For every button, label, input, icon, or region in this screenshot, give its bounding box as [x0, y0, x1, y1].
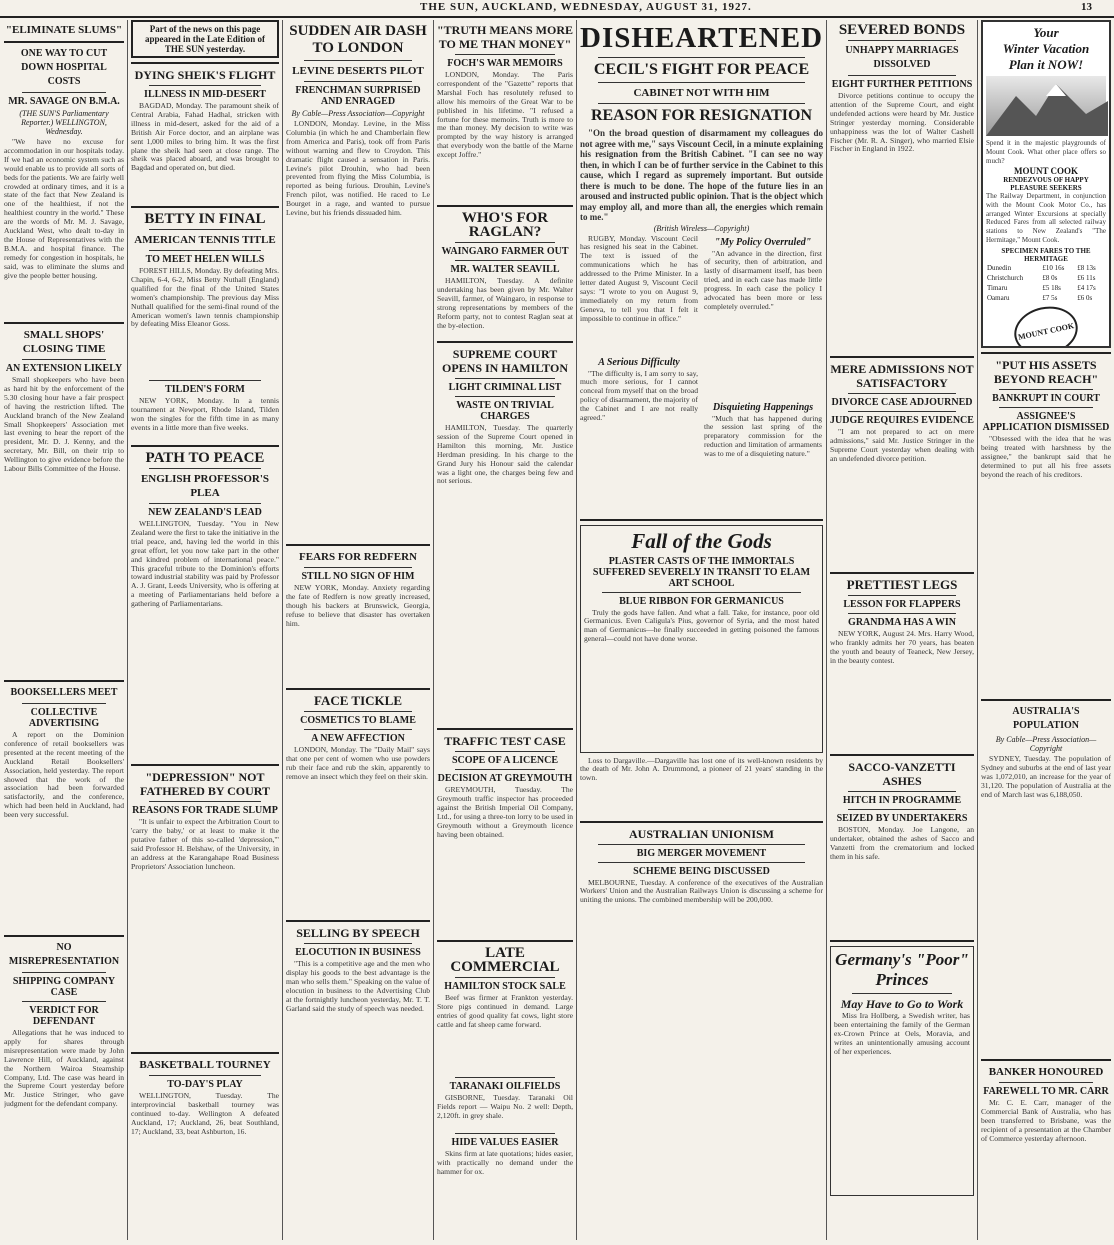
column-3: [286, 20, 430, 1240]
divider: [598, 82, 805, 83]
subhead-overruled: "My Policy Overruled": [714, 236, 812, 248]
headline-depression: "DEPRESSION" NOT FATHERED BY COURT: [139, 770, 271, 798]
article-assets: "Obsessed with the idea that he was being treated with harshness by the assignee," the bankrupt said that he determined to put all his free assets beyond the reach of his creditors.: [981, 435, 1111, 479]
divider: [4, 680, 124, 682]
mount-cook-advert: [981, 20, 1111, 348]
subhead-fall-1: PLASTER CASTS OF THE IMMORTALS SUFFERED SEVERELY IN TRANSIT TO ELAM ART SCHOOL: [592, 555, 811, 589]
column-5: [580, 20, 823, 1240]
article-population: SYDNEY, Tuesday. The population of Sydney and suburbs at the end of last year was 1,072,010, an increase for the year of 31,120. The population of Australia at the end of March last was 6,188,050.: [981, 755, 1111, 799]
article-legs: NEW YORK, August 24. Mrs. Harry Wood, who frankly admits her 70 years, has beaten the youth and beauty of Teaneck, New Jersey, in the beauty contest.: [830, 630, 974, 665]
fall-of-gods-box: [580, 525, 823, 753]
article-tilden: NEW YORK, Monday. In a tennis tournament at Newport, Rhode Island, Tilden won the singles for the fifth time in as many events in a little more than five weeks.: [131, 397, 279, 432]
fare-cell-first: £10 16s: [1042, 264, 1065, 273]
subhead-misrep-2: VERDICT FOR DEFENDANT: [29, 1005, 99, 1027]
article-bonds: Divorce petitions continue to occupy the attention of the Supreme Court, and eight undefended actions were heard by Mr. Justice Stringer yesterday morning. Considerable unhappiness was the lot of Walter Cashell Fischer (Mr. R. A. Singer), who married Elsie Fischer in England in 1922.: [830, 92, 974, 154]
divider: [455, 378, 555, 379]
headline-shops: SMALL SHOPS' CLOSING TIME: [22, 329, 106, 355]
divider: [580, 821, 823, 823]
subhead-traffic-2: DECISION AT GREYMOUTH: [437, 773, 573, 784]
ad-table-title: SPECIMEN FARES TO THE HERMITAGE: [1001, 247, 1091, 264]
divider: [848, 809, 956, 810]
subhead-resignation: REASON FOR RESIGNATION: [590, 107, 813, 124]
divider: [131, 206, 279, 208]
article-peace: WELLINGTON, Tuesday. "You in New Zealand were the first to take the initiative in the trial peace, and, having led the world in this great effort, let you now take part in the other and kindred problem of international peace." This graceful tribute to the Dominion's efforts toward industrial stability was paid by Professor A. J. Grant, Leeds University, who is offering at a meeting of Parliamentarians held before a gathering of Parliamentarians.: [131, 520, 279, 609]
subhead-cecil: CECIL'S FIGHT FOR PEACE: [593, 61, 810, 78]
disheartened-columns: [580, 235, 823, 515]
divider: [131, 1052, 279, 1054]
headline-redfern: FEARS FOR REDFERN: [299, 551, 417, 563]
article-disheartened: RUGBY, Monday. Viscount Cecil has resigned his seat in the Cabinet. The text is issued of the communications which he has addressed to the Prime Minister. In a letter dated August 9, Viscount Cecil says: "I wrote to you on August 9, immediately on my return from Geneva, to tell you that I felt it impossible to continue in office.": [580, 234, 698, 323]
divider: [131, 62, 279, 64]
divider: [437, 205, 573, 207]
divider: [286, 688, 430, 690]
subhead-admissions-2: JUDGE REQUIRES EVIDENCE: [830, 415, 974, 426]
headline-face: FACE TICKLE: [313, 693, 402, 708]
article-court: HAMILTON, Tuesday. The quarterly session of the Supreme Court opened in Hamilton this morning, Mr. Justice Herdman presiding. In his charge to the Grand Jury his Honour said the calendar was a light one, the charges being few and not serious.: [437, 424, 573, 486]
fare-row: [986, 293, 1106, 303]
divider: [455, 977, 555, 978]
divider: [149, 468, 261, 469]
divider: [149, 801, 261, 802]
divider: [286, 920, 430, 922]
headline-peace: PATH TO PEACE: [145, 450, 265, 466]
fare-cell-second: £6 0s: [1077, 294, 1093, 303]
ad-body: Spend it in the majestic playgrounds of Mount Cook. What other place offers so much?: [986, 139, 1106, 165]
subhead-slums-2: MR. SAVAGE ON B.M.A.: [8, 96, 120, 107]
headline-fall: Fall of the Gods: [631, 528, 772, 553]
article-banker: Mr. C. E. Carr, manager of the Commercial Bank of Australia, who has been transferred to Brisbane, was the recipient of a presentation at the Chamber of Commerce yesterday afternoon.: [981, 1099, 1111, 1143]
divider: [437, 940, 573, 942]
headline-hide: HIDE VALUES EASIER: [451, 1137, 559, 1148]
divider: [304, 729, 412, 730]
column-4: [437, 20, 573, 1240]
credit-disheartened: (British Wireless—Copyright): [653, 223, 750, 233]
headline-late-commercial: LATE COMMERCIAL: [450, 945, 560, 975]
fare-cell-first: £5 18s: [1042, 284, 1061, 293]
divider: [22, 1001, 106, 1002]
article-betty: FOREST HILLS, Monday. By defeating Mrs. Chapin, 6-4, 6-2, Miss Betty Nuthall (England) qualified for the final of the United States women's championship. The previous day Miss Nuthall qualified for the semi-final round of the American women's lawn tennis championship by defeating Miss Eleanor Goss.: [131, 267, 279, 329]
headline-booksellers: BOOKSELLERS MEET: [10, 687, 118, 698]
subhead-fall-2: BLUE RIBBON FOR GERMANICUS: [619, 595, 784, 607]
ad-body-2: The Railway Department, in conjunction with the Mount Cook Motor Co., has arranged Winter Excursions at specially Reduced Fares from all selected railway stations to New Zealand's "The Hermitage," Mount Cook.: [986, 191, 1106, 245]
column-rule: [826, 20, 827, 1240]
divider: [455, 769, 555, 770]
credit-slums: (THE SUN'S Parliamentary Reporter.) WELLINGTON, Wednesday.: [19, 109, 109, 136]
headline-misrep: NO MISREPRESENTATION: [8, 942, 120, 967]
headline-basketball: BASKETBALL TOURNEY: [139, 1059, 271, 1071]
divider: [598, 103, 805, 104]
fare-cell-second: £4 17s: [1077, 284, 1096, 293]
divider: [981, 352, 1111, 354]
headline-taranaki: TARANAKI OILFIELDS: [449, 1081, 561, 1092]
headline-banker: BANKER HONOURED: [988, 1066, 1104, 1078]
ad-rendezvous: RENDEZVOUS OF HAPPY PLEASURE SEEKERS: [1003, 175, 1089, 192]
fare-row: [986, 263, 1106, 273]
fare-cell-second: £6 11s: [1077, 274, 1096, 283]
subhead-shops: AN EXTENSION LIKELY: [5, 363, 123, 374]
disheartened-left: [580, 235, 698, 515]
divider: [304, 567, 412, 568]
divider: [455, 54, 555, 55]
article-traffic: GREYMOUTH, Tuesday. The Greymouth traffic inspector has proceeded against the British Imperial Oil Company, Ltd., for using a three-ton lorry to be used in Greymouth without a Greymouth licence having been obtained.: [437, 786, 573, 839]
divider: [981, 699, 1111, 701]
divider: [598, 844, 805, 845]
fare-cell-from: Oamaru: [987, 294, 1010, 303]
notice-box: Part of the news on this page appeared in the Late Edition of THE SUN yesterday.: [131, 20, 279, 58]
article-admissions: "I am not prepared to act on mere admissions," said Mr. Justice Stringer in the Supreme Court yesterday when dealing with an undefended divorce petition.: [830, 428, 974, 463]
column-rule: [127, 20, 128, 1240]
article-late-commercial: Beef was firmer at Frankton yesterday. Store pigs continued in demand. Large entries of good quality fat cows, light store cattle and fat sheep came forward.: [437, 994, 573, 1029]
subhead-union-2: SCHEME BEING DISCUSSED: [633, 865, 770, 877]
divider: [131, 764, 279, 766]
headline-raglan: WHO'S FOR RAGLAN?: [461, 210, 549, 240]
divider: [22, 359, 106, 360]
divider: [602, 592, 801, 593]
article-shops: Small shopkeepers who have been as hard hit by the enforcement of the 5.30 closing hour have a fair prospect of having the restriction lifted. The Auckland branch of the New Zealand Small Shopkeepers' Association met last evening to hear the report of the president, Mr. D. J. Kenny, and the secretary, Mr. Bill, on their trip to Wellington to give evidence before the Labour Bills Committee of the House.: [4, 376, 124, 474]
subhead-truth: FOCH'S WAR MEMOIRS: [447, 58, 563, 69]
ad-line-1: Your: [1033, 25, 1059, 40]
masthead: [0, 0, 1114, 18]
divider: [830, 754, 974, 756]
headline-admissions: MERE ADMISSIONS NOT SATISFACTORY: [830, 362, 974, 390]
subhead-assets-1: BANKRUPT IN COURT: [992, 393, 1100, 404]
divider: [149, 250, 261, 251]
subhead-disquieting: Disquieting Happenings: [712, 401, 814, 413]
headline-bonds: SEVERED BONDS: [838, 22, 966, 38]
article-germany: Miss Ira Hollberg, a Swedish writer, has been entertaining the family of the German ex-Crown Prince at Oels, Moravia, and writes an unintentionally amusing account of her experiences.: [834, 1012, 970, 1056]
divider: [598, 862, 805, 863]
subhead-air-1: LEVINE DESERTS PILOT: [292, 65, 424, 77]
fare-row: [986, 283, 1106, 293]
divider: [4, 41, 124, 43]
column-rule: [977, 20, 978, 1240]
divider: [22, 972, 106, 973]
article-sheik: BAGDAD, Monday. The paramount sheik of Central Arabia, Fahad Hadhal, stricken with illness in mid-desert, asked for the aid of a British Air Force doctor, and an airplane was sent 1,000 miles to bring him. It was the first plane the sheik had seen at close range. The sheik was placed aboard, and was brought to Bagdad and operated on, but died.: [131, 102, 279, 173]
fare-cell-from: Timaru: [987, 284, 1008, 293]
article-disquieting: "Much that has happened during the session last spring of the preparatory commission for the reduction and limitation of armaments was to me of a disquieting nature.": [704, 414, 822, 459]
subhead-peace-1: ENGLISH PROFESSOR'S PLEA: [140, 473, 270, 499]
divider: [830, 356, 974, 358]
article-redfern: NEW YORK, Monday. Anxiety regarding the fate of Redfern is now greatly increased, though his backers at Brunswick, Georgia, refuse to believe that disaster has overtaken him.: [286, 584, 430, 628]
article-taranaki: GISBORNE, Tuesday. Taranaki Oil Fields report — Waipu No. 2 well: Depth, 2,120ft. in grey shale.: [437, 1094, 573, 1120]
headline-air-dash: SUDDEN AIR DASH TO LONDON: [289, 23, 427, 56]
divider: [848, 595, 956, 596]
divider: [304, 81, 412, 82]
divider: [149, 380, 261, 381]
article-overruled: "An advance in the direction, first of security, then of arbitration, and lastly of disarmament itself, has been tried, and in each case has made little progress. In each case the policy I advocated has been more or less completely overruled.": [704, 249, 822, 311]
subhead-peace-2: NEW ZEALAND'S LEAD: [148, 507, 262, 518]
fare-cell-from: Dunedin: [987, 264, 1012, 273]
headline-germany: Germany's "Poor" Princes: [835, 950, 969, 989]
masthead-title: THE SUN, AUCKLAND, WEDNESDAY, AUGUST 31, 1927.: [420, 1, 752, 13]
subhead-face-2: A NEW AFFECTION: [311, 733, 405, 744]
article-union: MELBOURNE, Tuesday. A conference of the executives of the Australian Workers' Union and the Australian Railways Union is discussing a scheme for uniting the unions. The combined membership will be 200,000.: [580, 878, 823, 905]
divider: [580, 519, 823, 521]
divider: [999, 389, 1093, 390]
headline-sheik: DYING SHEIK'S FLIGHT: [134, 68, 276, 82]
subhead-sacco-1: HITCH IN PROGRAMME: [842, 795, 962, 806]
mount-cook-seal: MOUNT COOK: [1010, 301, 1083, 348]
divider: [304, 943, 412, 944]
headline-traffic: TRAFFIC TEST CASE: [444, 734, 566, 748]
subhead-depression: REASONS FOR TRADE SLUMP: [132, 805, 278, 816]
headline-court: SUPREME COURT OPENS IN HAMILTON: [441, 347, 569, 375]
column-6: [830, 20, 974, 1240]
subhead-cabinet: CABINET NOT WITH HIM: [633, 87, 770, 99]
divider: [4, 322, 124, 324]
subhead-betty-2: TO MEET HELEN WILLS: [145, 254, 265, 265]
subhead-legs-2: GRANDMA HAS A WIN: [848, 617, 956, 628]
headline-betty: BETTY IN FINAL: [144, 211, 266, 227]
divider: [149, 229, 261, 230]
divider: [286, 544, 430, 546]
subhead-booksellers: COLLECTIVE ADVERTISING: [28, 707, 100, 729]
subhead-bonds-2: EIGHT FURTHER PETITIONS: [831, 79, 973, 90]
fare-cell-from: Christchurch: [987, 274, 1024, 283]
divider: [437, 728, 573, 730]
column-7: [981, 20, 1111, 1240]
divider: [455, 396, 555, 397]
headline-speech: SELLING BY SPEECH: [296, 926, 420, 940]
subhead-admissions-1: DIVORCE CASE ADJOURNED: [831, 397, 973, 408]
article-slums: "We have no excuse for accommodation in our hospitals today. If we had an economic system such as would enable us to provide all sorts of beds for the patients. We are fairly well crowded at ordinary times, and it is a state of the fact that New Zealand is one of the healthiest, if not the healthiest country in the world." These are the words of Mr. M. J. Savage, Auckland West, who dealt to-day in the House of Representatives with the B.M.A. and hospital finance. The remedy for congestion in hospitals, he said, was to eliminate the slums and give the people better housing.: [4, 138, 124, 280]
subhead-betty-1: AMERICAN TENNIS TITLE: [134, 234, 276, 246]
divider: [22, 703, 106, 704]
fare-cell-second: £8 13s: [1077, 264, 1096, 273]
fare-cell-first: £7 5s: [1042, 294, 1058, 303]
divider: [131, 445, 279, 447]
column-2: [131, 20, 279, 1240]
credit-population: By Cable—Press Association—Copyright: [995, 735, 1097, 753]
article-misrep: Allegations that he was induced to apply for shares through misrepresentation were made by John Lawrence Hill, of Auckland, against the Northern Wairoa Steamship Company, Ltd. The case was heard in the Supreme Court yesterday before Mr. Justice Stringer, who gave judgment for the defendant company.: [4, 1029, 124, 1109]
headline-tilden: TILDEN'S FORM: [165, 384, 245, 395]
divider: [437, 341, 573, 343]
divider: [149, 503, 261, 504]
subhead-slums-1: ONE WAY TO CUT DOWN HOSPITAL COSTS: [20, 48, 108, 87]
article-disheartened-lead: "On the broad question of disarmament my colleagues do not agree with me," says Viscount Cecil, in a minute explaining his resignation from the British Cabinet. "I can see no way then, in which I can be of further service in the Cabinet to this cause, which I regard as supremely important. But outside there is much to be done. The hope of the future lies in an aroused and instructed public opinion. That is the object which may employ all, and more than all, the energies which remain to me.": [580, 128, 823, 222]
column-1: [4, 20, 124, 1240]
ad-line-2: Winter Vacation: [1002, 41, 1090, 56]
subhead-misrep-1: SHIPPING COMPANY CASE: [12, 976, 116, 998]
ad-line-3: Plan it NOW!: [1008, 57, 1084, 72]
headline-slums: "ELIMINATE SLUMS": [5, 24, 123, 36]
article-sacco: BOSTON, Monday. Joe Langone, an undertaker, obtained the ashes of Sacco and Vanzetti from the crematorium and locked them in his safe.: [830, 826, 974, 861]
divider: [848, 613, 956, 614]
article-depression: "It is unfair to expect the Arbitration Court to 'carry the baby,' or at least to make it the putative father of this so-called 'depression,'" said Professor H. Belshaw, of the University, in an address at the Karangahape Road Business Proprietors' Association luncheon.: [131, 818, 279, 871]
subhead-court-1: LIGHT CRIMINAL LIST: [448, 382, 562, 393]
column-rule: [576, 20, 577, 1240]
subhead-serious: A Serious Difficulty: [598, 356, 680, 368]
article-raglan: HAMILTON, Tuesday. A definite undertaking has been given by Mr. Walter Seavill, farmer, of Waingaro, in response to strong representations by members of the Reform party, not to contest Raglan seat at the by-election.: [437, 277, 573, 330]
divider: [455, 242, 555, 243]
article-dargaville: Loss to Dargaville.—Dargaville has lost one of its well-known residents by the death of Mr. John A. Drummond, a pioneer of 21 years' standing in the town.: [580, 756, 823, 783]
disheartened-right: [704, 235, 822, 515]
subhead-speech: ELOCUTION IN BUSINESS: [295, 947, 421, 958]
subhead-banker: FAREWELL TO MR. CARR: [983, 1086, 1109, 1097]
divider: [848, 791, 956, 792]
divider: [999, 407, 1093, 408]
divider: [830, 940, 974, 942]
subhead-redfern: STILL NO SIGN OF HIM: [301, 571, 415, 582]
subhead-sacco-2: SEIZED BY UNDERTAKERS: [836, 813, 968, 824]
divider: [848, 75, 956, 76]
divider: [22, 92, 106, 93]
divider: [830, 572, 974, 574]
article-speech: "This is a competitive age and the men who display his goods to the best advantage is the man who sells them." Speaking on the value of elocution in business to the Advertising Club at the fortnightly luncheon yesterday, Mr. T. T. Garland said the study of speech was needed.: [286, 960, 430, 1013]
subhead-court-2: WASTE ON TRIVIAL CHARGES: [456, 400, 554, 422]
germany-box: [830, 946, 974, 1196]
subhead-bonds-1: UNHAPPY MARRIAGES DISSOLVED: [845, 45, 959, 70]
subhead-late-commercial: HAMILTON STOCK SALE: [444, 981, 566, 992]
page-number: 13: [1081, 1, 1092, 13]
subhead-raglan-1: WAINGARO FARMER OUT: [441, 246, 569, 257]
article-serious: "The difficulty is, I am sorry to say, much more serious, for I cannot conceal from myself that on the broad policy of disarmament, the majority of the Cabinet and I are not really agreed.": [580, 369, 698, 423]
fare-row: [986, 273, 1106, 283]
article-air: LONDON, Monday. Levine, in the Miss Columbia (in which he and Chamberlain flew from America and Paris), took off from Paris without warning and flew to Croydon. This dramatic flight caused a sensation in Paris. Levine's pilot Drouhin, who had been prevented from flying the Miss Columbia, is reported as being furious. Drouhin, Levine's French pilot, was notified. He raced to Le Bourget in a rage, and wanted to pursue Levine, but his friends dissuaded him.: [286, 120, 430, 218]
article-basketball: WELLINGTON, Tuesday. The interprovincial basketball tourney was continued to-day. Wellington A defeated Auckland, 17; Auckland, 26, beat Southland, 17; Auckland, 33, beat Ashburton, 16.: [131, 1092, 279, 1136]
subhead-germany: May Have to Go to Work: [840, 997, 964, 1011]
subhead-assets-2: ASSIGNEE'S APPLICATION DISMISSED: [982, 411, 1110, 433]
divider: [848, 411, 956, 412]
divider: [304, 60, 412, 61]
divider: [598, 57, 805, 58]
headline-truth: "TRUTH MEANS MORE TO ME THAN MONEY": [437, 23, 573, 51]
subhead-basketball: TO-DAY'S PLAY: [167, 1079, 243, 1090]
divider: [455, 1077, 555, 1078]
credit-air: By Cable—Press Association—Copyright: [291, 109, 425, 118]
divider: [149, 85, 261, 86]
column-rule: [282, 20, 283, 1240]
headline-sacco: SACCO-VANZETTI ASHES: [848, 760, 956, 788]
article-fall: Truly the gods have fallen. And what a fall. Take, for instance, poor old Germanicus. Even Caligula's Pius, governor of Syria, and the most hated man of Germanicus—he finally succeeded in getting poisoned the famous general—could not have done worse.: [584, 608, 819, 644]
mountain-icon: [986, 76, 1108, 136]
divider: [304, 711, 412, 712]
divider: [455, 1133, 555, 1134]
subhead-traffic-1: SCOPE OF A LICENCE: [451, 755, 559, 766]
divider: [848, 40, 956, 41]
divider: [4, 935, 124, 937]
subhead-air-2: FRENCHMAN SURPRISED AND ENRAGED: [295, 85, 421, 107]
subhead-raglan-2: MR. WALTER SEAVILL: [450, 264, 560, 275]
column-rule: [433, 20, 434, 1240]
fare-cell-first: £8 0s: [1042, 274, 1058, 283]
headline-population: AUSTRALIA'S POPULATION: [1012, 706, 1080, 731]
article-hide: Skins firm at late quotations; hides easier, with practically no demand under the hammer for ox.: [437, 1150, 573, 1176]
divider: [981, 1059, 1111, 1061]
headline-union: AUSTRALIAN UNIONISM: [628, 826, 775, 841]
article-booksellers: A report on the Dominion conference of retail booksellers was presented at the recent meeting of the Auckland Retail Booksellers' Association, held yesterday. The report showed that the work of the association had been forwarded satisfactorily, and the conference, which had been held in Auckland, had been very successful.: [4, 731, 124, 820]
divider: [149, 1075, 261, 1076]
subhead-face-1: COSMETICS TO BLAME: [300, 715, 416, 726]
fares-table: [986, 263, 1106, 303]
headline-legs: PRETTIEST LEGS: [846, 577, 958, 592]
subhead-union-1: BIG MERGER MOVEMENT: [636, 847, 767, 859]
headline-disheartened: DISHEARTENED: [580, 22, 823, 54]
subhead-legs-1: LESSON FOR FLAPPERS: [843, 599, 961, 610]
divider: [999, 1082, 1093, 1083]
article-truth: LONDON, Monday. The Paris correspondent of the "Gazette" reports that Marshal Foch has resolutely refused to allow his memoirs of the Great War to be published in his lifetime. "I refused a fortune for these memoirs. Truth is more to me than money. My decision to write was prompted by the way history is arranged that everybody won the battle of the Marne except Joffre.": [437, 71, 573, 160]
headline-assets: "PUT HIS ASSETS BEYOND REACH": [993, 358, 1099, 386]
divider: [455, 260, 555, 261]
article-face: LONDON, Monday. The "Daily Mail" says that one per cent of women who use powders rub their face and rub the skin, apparently to remove an insect which they feel on their skin.: [286, 746, 430, 781]
divider: [848, 393, 956, 394]
ad-mount-cook: MOUNT COOK: [1013, 165, 1079, 176]
divider: [852, 993, 952, 994]
subhead-sheik: ILLNESS IN MID-DESERT: [144, 89, 266, 100]
divider: [455, 751, 555, 752]
mountain-illustration: [986, 76, 1106, 136]
